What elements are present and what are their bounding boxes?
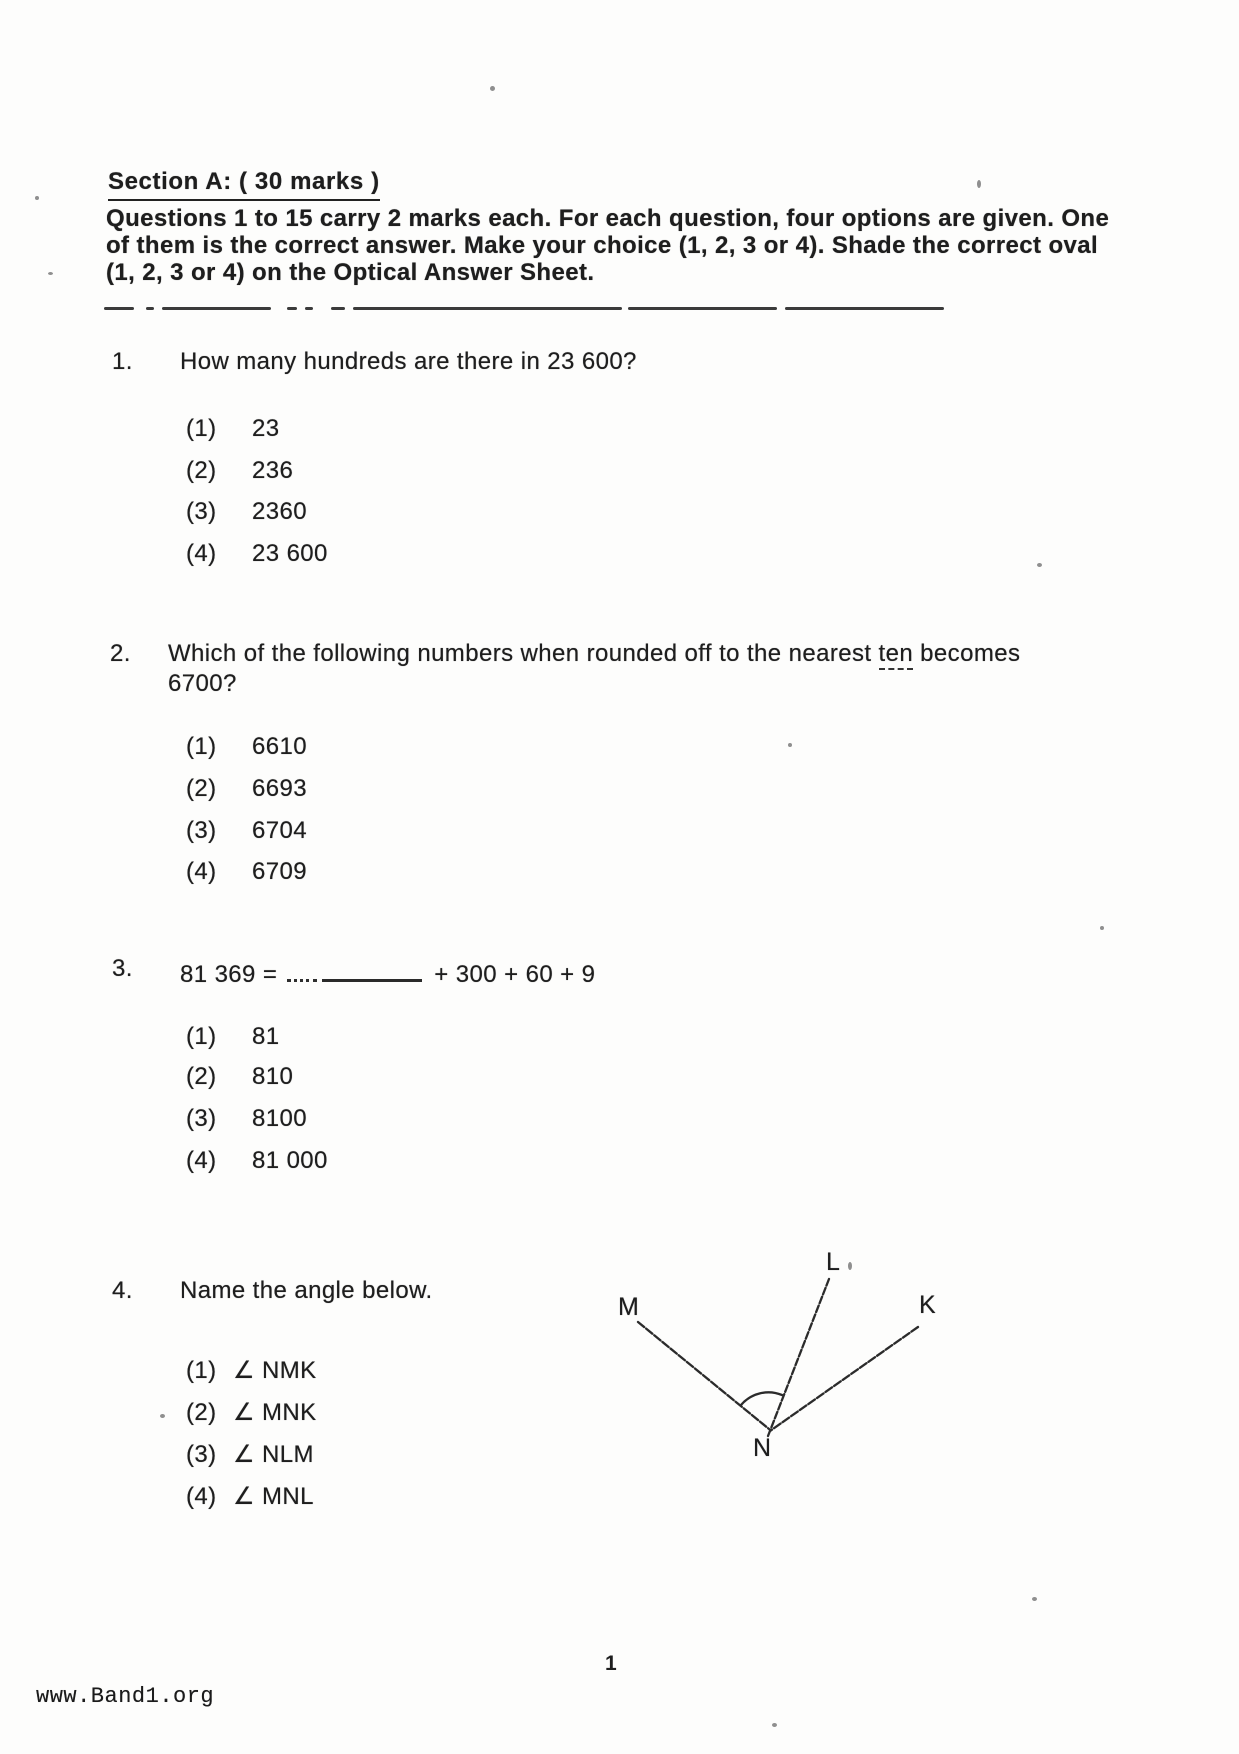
q2-option-3 <box>186 817 307 845</box>
q3-answer-blank-dots <box>287 957 317 982</box>
q4-option-3-value: ∠ NLM <box>233 1441 314 1468</box>
q1-option-3-marker: (3) <box>186 498 217 525</box>
q3-option-4 <box>186 1147 328 1175</box>
scan-artifact <box>1032 1597 1037 1601</box>
q3-answer-blank <box>322 955 422 982</box>
q1-option-4-value: 23 600 <box>252 540 328 567</box>
section-title: Section A: ( 30 marks ) <box>108 168 380 201</box>
scan-artifact <box>48 272 53 275</box>
q2-text-part1: Which of the following numbers when rounded off to the nearest <box>168 640 872 667</box>
scan-artifact <box>788 743 792 747</box>
q1-option-2-value: 236 <box>252 457 294 484</box>
q2-option-1-value: 6610 <box>252 733 307 760</box>
q1-option-1-marker: (1) <box>186 415 217 442</box>
scan-artifact <box>977 180 981 188</box>
vertex-label-n: N <box>753 1434 772 1462</box>
q3-equation-rhs: + 300 + 60 + 9 <box>434 961 596 988</box>
instruction-line-3: (1, 2, 3 or 4) on the Optical Answer Sheet. <box>106 259 595 286</box>
q1-option-2 <box>186 457 293 485</box>
point-label-k: K <box>919 1291 937 1319</box>
q2-option-2-marker: (2) <box>186 775 217 802</box>
q4-option-2-value: ∠ MNK <box>233 1399 317 1426</box>
q1-option-4 <box>186 540 328 568</box>
q3-equation-lhs: 81 369 = <box>180 961 278 988</box>
q2-option-3-value: 6704 <box>252 817 307 844</box>
q3-option-3-marker: (3) <box>186 1105 217 1132</box>
q4-option-3 <box>186 1440 314 1469</box>
q2-option-4 <box>186 858 307 886</box>
q1-number: 1. <box>112 348 133 375</box>
q3-option-2 <box>186 1063 293 1091</box>
q4-option-1 <box>186 1356 317 1385</box>
point-label-l: L <box>826 1248 841 1276</box>
q4-option-2-marker: (2) <box>186 1399 217 1426</box>
q4-option-1-marker: (1) <box>186 1357 217 1384</box>
q4-option-4-marker: (4) <box>186 1483 217 1510</box>
q2-underlined-word: ten <box>879 640 914 670</box>
ray-n-to-m <box>638 1322 769 1429</box>
scan-artifact <box>1037 563 1042 567</box>
q3-option-4-value: 81 000 <box>252 1147 328 1174</box>
q4-option-3-marker: (3) <box>186 1441 217 1468</box>
q4-option-1-value: ∠ NMK <box>233 1357 317 1384</box>
q1-option-3 <box>186 498 307 526</box>
q2-option-2-value: 6693 <box>252 775 307 802</box>
q2-option-1 <box>186 733 307 761</box>
q1-option-3-value: 2360 <box>252 498 307 525</box>
q2-text-line2: 6700? <box>168 670 237 697</box>
q4-number: 4. <box>112 1277 133 1304</box>
q4-option-4-value: ∠ MNL <box>233 1483 314 1510</box>
q1-option-1 <box>186 415 280 443</box>
q4-text: Name the angle below. <box>180 1277 433 1304</box>
q3-number: 3. <box>112 955 133 982</box>
instruction-line-2: of them is the correct answer. Make your choice (1, 2, 3 or 4). Shade the correct oval <box>106 232 1099 259</box>
q1-option-2-marker: (2) <box>186 457 217 484</box>
q4-option-2 <box>186 1398 317 1427</box>
scan-artifact <box>848 1262 852 1270</box>
instruction-line-1: Questions 1 to 15 carry 2 marks each. For each question, four options are given. One <box>106 205 1110 232</box>
q2-text-part2: becomes <box>920 640 1021 667</box>
q2-option-4-value: 6709 <box>252 858 307 885</box>
q2-option-1-marker: (1) <box>186 733 217 760</box>
ray-n-to-l <box>768 1279 829 1436</box>
scan-artifact <box>160 1414 165 1418</box>
section-divider <box>104 306 944 310</box>
scan-artifact <box>35 196 39 200</box>
point-label-m: M <box>618 1293 640 1321</box>
q3-option-1 <box>186 1023 280 1051</box>
q1-option-4-marker: (4) <box>186 540 217 567</box>
footer-website: www.Band1.org <box>36 1684 215 1709</box>
q3-option-3 <box>186 1105 307 1133</box>
scan-artifact <box>1100 926 1104 930</box>
q2-option-2 <box>186 775 307 803</box>
scan-artifact <box>490 86 495 91</box>
q2-number: 2. <box>110 640 131 667</box>
q3-option-4-marker: (4) <box>186 1147 217 1174</box>
angle-arc-mnl <box>741 1392 782 1405</box>
scan-artifact <box>772 1723 777 1727</box>
q2-option-4-marker: (4) <box>186 858 217 885</box>
q1-option-1-value: 23 <box>252 415 280 442</box>
q2-text-line1 <box>168 640 1020 668</box>
q4-option-4 <box>186 1482 314 1511</box>
q1-text: How many hundreds are there in 23 600? <box>180 348 637 375</box>
q3-option-1-marker: (1) <box>186 1023 217 1050</box>
q3-equation <box>180 955 595 989</box>
q3-option-2-value: 810 <box>252 1063 294 1090</box>
q3-option-3-value: 8100 <box>252 1105 307 1132</box>
ray-n-to-k <box>770 1327 918 1431</box>
page-number: 1 <box>605 1652 617 1675</box>
q2-option-3-marker: (3) <box>186 817 217 844</box>
q3-option-1-value: 81 <box>252 1023 280 1050</box>
q3-option-2-marker: (2) <box>186 1063 217 1090</box>
